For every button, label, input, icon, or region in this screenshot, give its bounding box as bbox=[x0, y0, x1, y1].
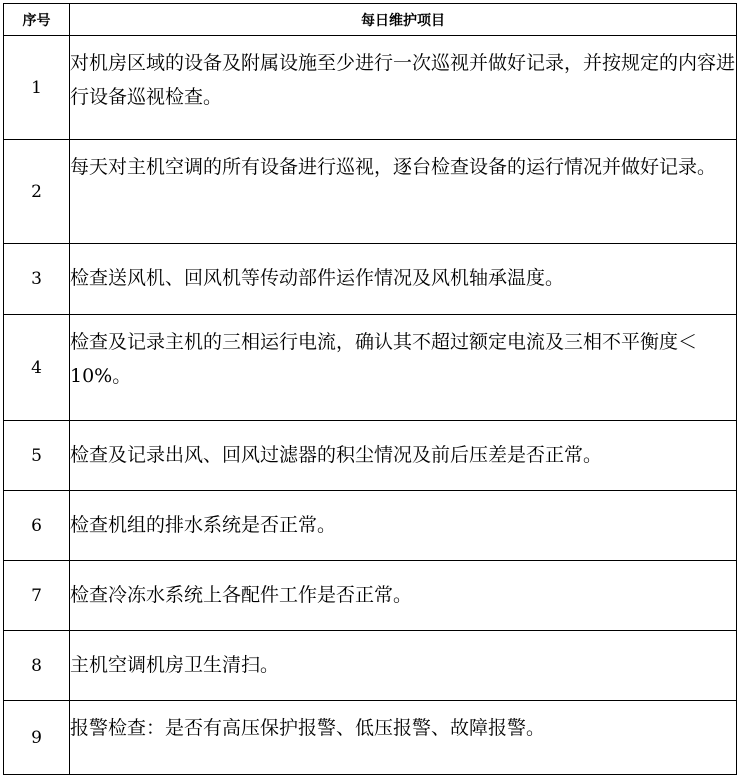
row-index: 2 bbox=[4, 140, 70, 244]
row-text: 检查送风机、回风机等传动部件运作情况及风机轴承温度。 bbox=[70, 244, 737, 315]
row-index: 3 bbox=[4, 244, 70, 315]
row-text: 检查机组的排水系统是否正常。 bbox=[70, 491, 737, 561]
table-row bbox=[4, 315, 737, 421]
row-index: 1 bbox=[4, 36, 70, 140]
row-index: 4 bbox=[4, 315, 70, 421]
header-index: 序号 bbox=[4, 4, 70, 36]
header-item: 每日维护项目 bbox=[70, 4, 737, 36]
table-row bbox=[4, 701, 737, 775]
row-index: 8 bbox=[4, 631, 70, 701]
table-header-row bbox=[4, 4, 737, 36]
table-row bbox=[4, 631, 737, 701]
row-text: 检查冷冻水系统上各配件工作是否正常。 bbox=[70, 561, 737, 631]
table-row bbox=[4, 140, 737, 244]
row-text: 主机空调机房卫生清扫。 bbox=[70, 631, 737, 701]
row-text: 报警检查：是否有高压保护报警、低压报警、故障报警。 bbox=[70, 701, 737, 775]
row-text: 检查及记录主机的三相运行电流，确认其不超过额定电流及三相不平衡度＜10%。 bbox=[70, 315, 737, 421]
row-index: 5 bbox=[4, 421, 70, 491]
table-row bbox=[4, 561, 737, 631]
daily-maintenance-table bbox=[3, 3, 737, 775]
table-row bbox=[4, 244, 737, 315]
row-index: 6 bbox=[4, 491, 70, 561]
table-row bbox=[4, 491, 737, 561]
row-text: 检查及记录出风、回风过滤器的积尘情况及前后压差是否正常。 bbox=[70, 421, 737, 491]
row-text: 每天对主机空调的所有设备进行巡视，逐台检查设备的运行情况并做好记录。 bbox=[70, 140, 737, 244]
table-row bbox=[4, 421, 737, 491]
row-text: 对机房区域的设备及附属设施至少进行一次巡视并做好记录，并按规定的内容进行设备巡视检查。 bbox=[70, 36, 737, 140]
row-index: 9 bbox=[4, 701, 70, 775]
table-row bbox=[4, 36, 737, 140]
row-index: 7 bbox=[4, 561, 70, 631]
